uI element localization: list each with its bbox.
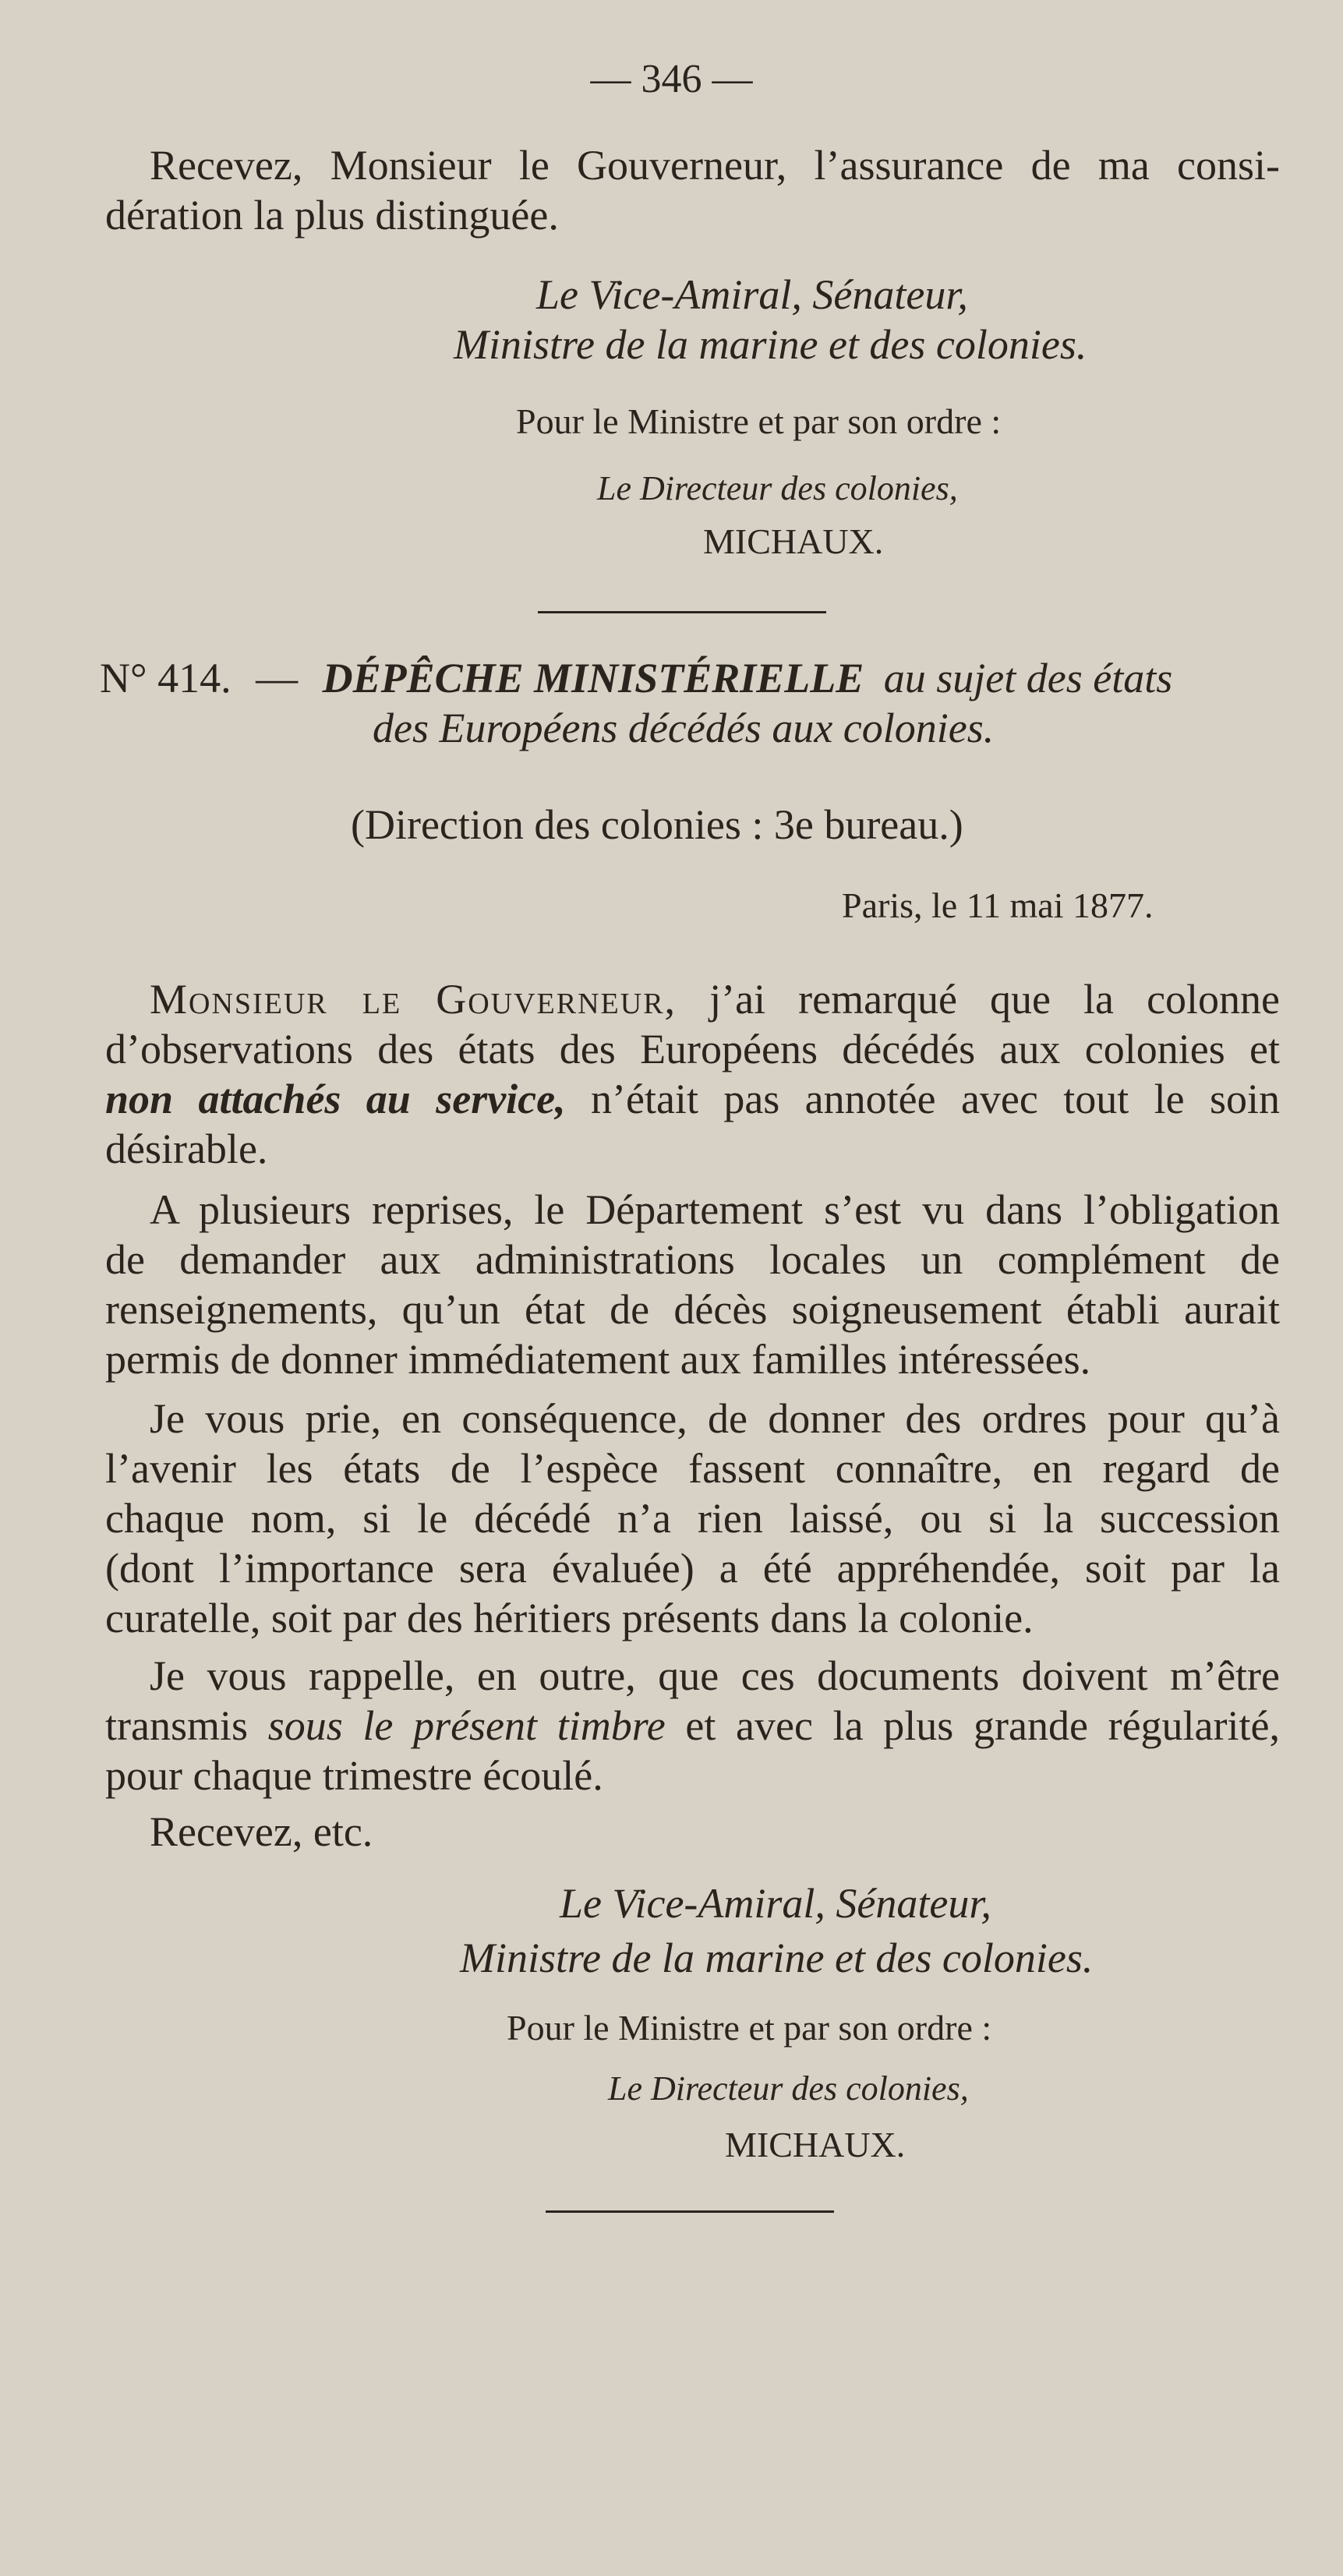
dispatch-dash: — xyxy=(256,655,299,701)
paragraph-1-line-4: désirable. xyxy=(105,1125,268,1172)
paragraph-2-line-1: A plusieurs reprises, le Département s’est vu dans l’obligation xyxy=(150,1186,1280,1233)
paragraph-4-line-2-pre: transmis xyxy=(105,1702,248,1749)
paragraph-3-line-3: chaque nom, si le décédé n’a rien laissé, ou si la succession xyxy=(105,1495,1280,1542)
dispatch-direction: (Direction des colonies : 3e bureau.) xyxy=(351,801,963,848)
paragraph-1-line-1-text: j’ai remarqué que la colonne xyxy=(709,976,1281,1023)
dispatch-title-bold: DÉPÊCHE MINISTÉRIELLE xyxy=(322,655,864,701)
signature-role: Ministre de la marine et des colonies. xyxy=(454,321,1087,368)
paragraph-3-line-4: (dont l’importance sera évaluée) a été appréhendée, soit par la xyxy=(105,1545,1280,1592)
paragraph-1-line-3-text: n’était pas annotée avec tout le soin xyxy=(591,1076,1280,1122)
section-divider xyxy=(538,611,826,613)
dispatch-signature-title: Le Vice-Amiral, Sénateur, xyxy=(560,1880,991,1927)
signature-title: Le Vice-Amiral, Sénateur, xyxy=(536,271,968,318)
paragraph-4-line-3: pour chaque trimestre écoulé. xyxy=(105,1752,603,1799)
paragraph-2-line-4: permis de donner immédiatement aux familles intéressées. xyxy=(105,1336,1091,1383)
closing-line-1: Recevez, Monsieur le Gouverneur, l’assurance de ma consi- xyxy=(150,142,1280,189)
paragraph-1-line-2: d’observations des états des Européens décédés aux colonies et xyxy=(105,1026,1280,1072)
dispatch-signature-director: Le Directeur des colonies, xyxy=(608,2069,969,2108)
paragraph-1-line-1 xyxy=(150,974,1280,1024)
paragraph-3-line-2: l’avenir les états de l’espèce fassent connaître, en regard de xyxy=(105,1445,1280,1492)
dispatch-date: Paris, le 11 mai 1877. xyxy=(842,885,1154,925)
dispatch-signature-name: MICHAUX. xyxy=(725,2125,906,2164)
end-divider xyxy=(546,2210,834,2213)
paragraph-4-line-2-rest: et avec la plus grande régularité, xyxy=(685,1702,1280,1749)
paragraph-4-italic: sous le présent timbre xyxy=(267,1702,666,1749)
paragraph-2-line-3: renseignements, qu’un état de décès soigneusement établi aurait xyxy=(105,1286,1280,1333)
salutation: Monsieur le Gouverneur, xyxy=(150,976,677,1023)
paragraph-1-italic: non attachés au service, xyxy=(105,1076,566,1122)
dispatch-number: N° 414. xyxy=(100,655,231,701)
dispatch-heading xyxy=(100,653,1280,703)
signature-name: MICHAUX. xyxy=(703,521,884,561)
paragraph-2-line-2: de demander aux administrations locales un complément de xyxy=(105,1236,1280,1283)
closing-line-2: dération la plus distinguée. xyxy=(105,192,559,239)
paragraph-3-line-1: Je vous prie, en conséquence, de donner des ordres pour qu’à xyxy=(150,1395,1280,1442)
signature-director: Le Directeur des colonies, xyxy=(597,469,958,507)
dispatch-title-line-2: des Européens décédés aux colonies. xyxy=(373,705,995,751)
dispatch-title-rest: au sujet des états xyxy=(883,655,1173,701)
page-number: — 346 — xyxy=(590,57,753,101)
paragraph-1-line-3 xyxy=(105,1074,1280,1124)
paragraph-3-line-5: curatelle, soit par des héritiers présents dans la colonie. xyxy=(105,1595,1034,1641)
dispatch-signature-order: Pour le Ministre et par son ordre : xyxy=(507,2008,992,2048)
dispatch-signature-role: Ministre de la marine et des colonies. xyxy=(460,1935,1094,1981)
paragraph-4-line-2 xyxy=(105,1701,1280,1751)
signature-order: Pour le Ministre et par son ordre : xyxy=(516,401,1002,441)
dispatch-closing: Recevez, etc. xyxy=(150,1808,373,1855)
paragraph-4-line-1: Je vous rappelle, en outre, que ces documents doivent m’être xyxy=(150,1652,1280,1699)
